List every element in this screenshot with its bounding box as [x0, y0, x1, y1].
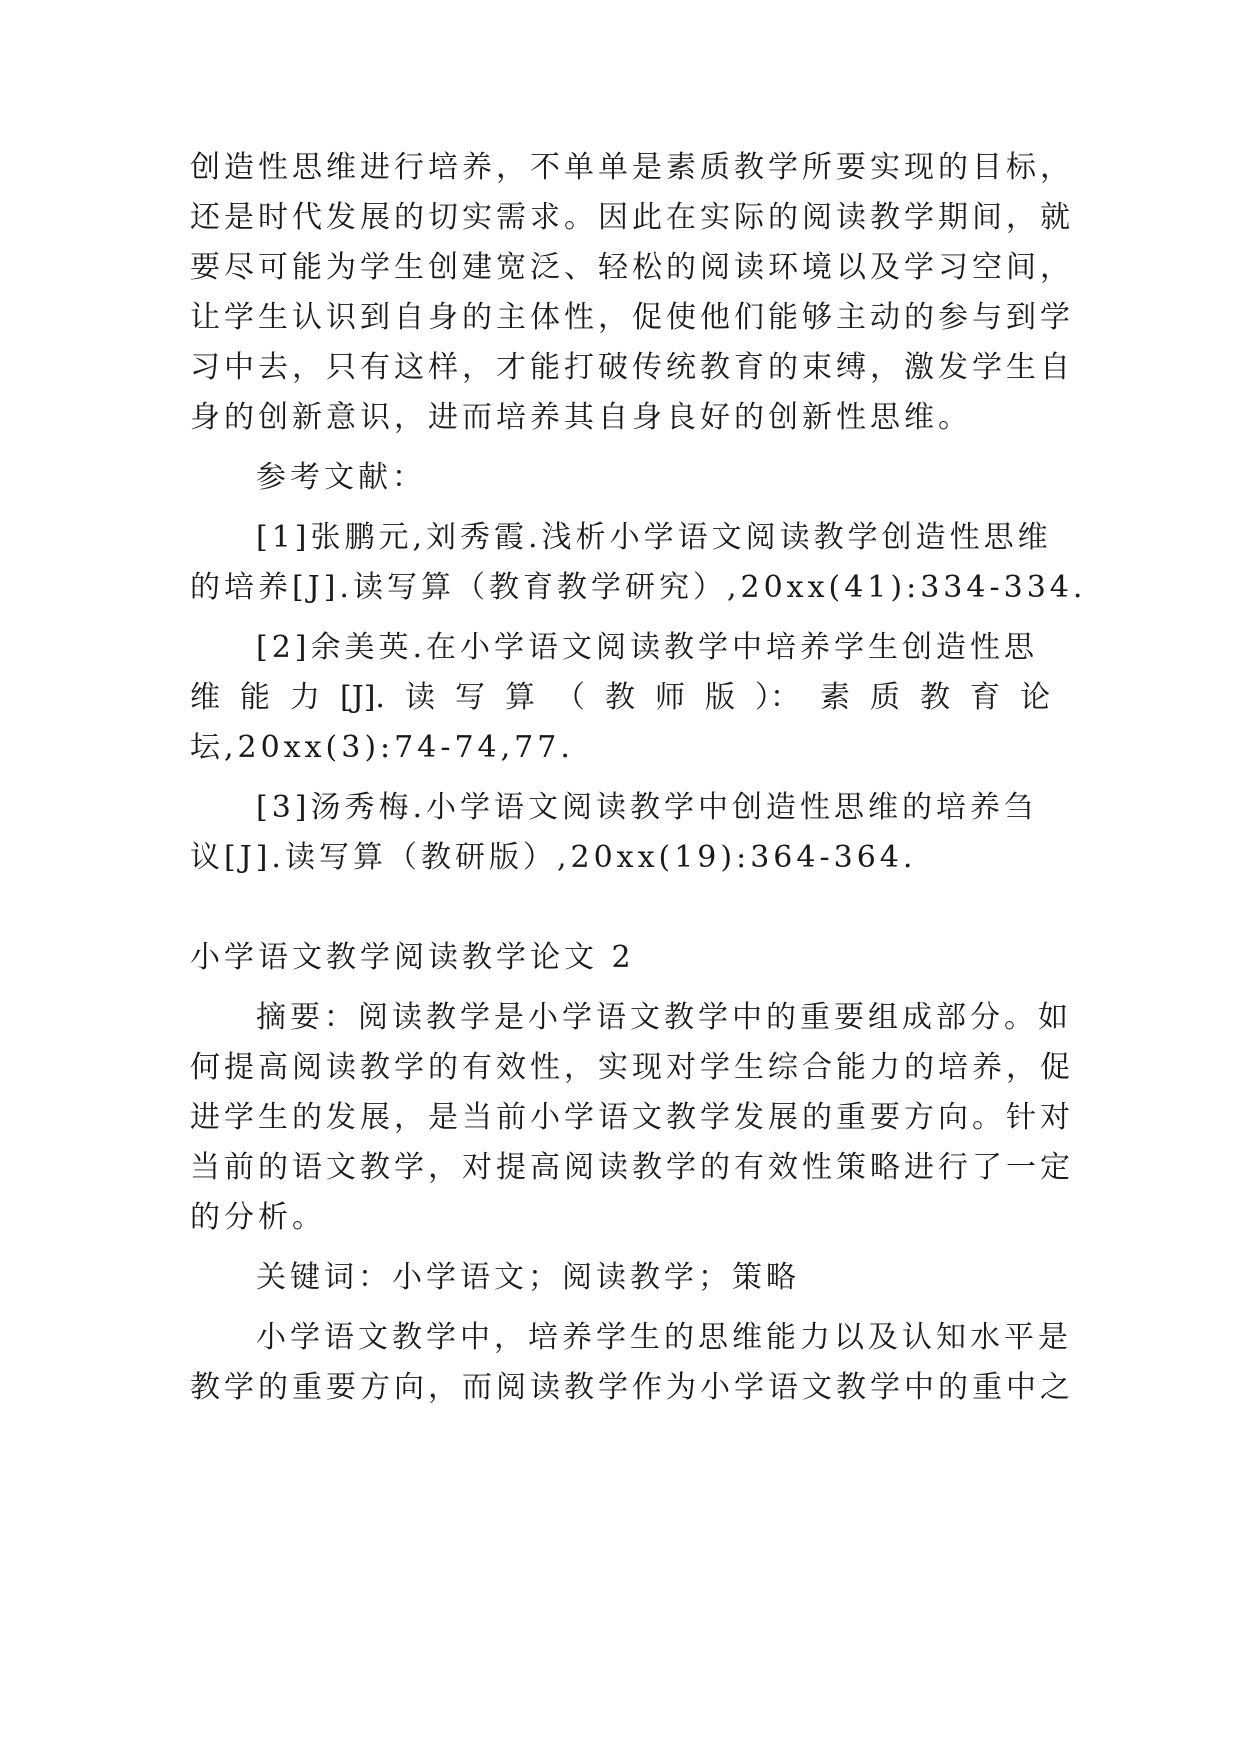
paragraph-line: 让学生认识到自身的主体性，促使他们能够主动的参与到学	[190, 300, 1074, 335]
spaced-char: ）：	[754, 680, 800, 715]
spaced-char: 读	[404, 680, 435, 715]
spaced-char: 教	[604, 680, 635, 715]
reference-2-line-2	[190, 678, 1050, 718]
spaced-char: 素	[819, 680, 850, 715]
spaced-char: （	[554, 680, 585, 715]
abstract-line: 的分析。	[190, 1200, 326, 1235]
body-line: 教学的重要方向，而阅读教学作为小学语文教学中的重中之	[190, 1370, 1074, 1405]
paragraph-line: 创造性思维进行培养，不单单是素质教学所要实现的目标，	[190, 150, 1074, 185]
reference-2-line-3: 坛,20xx(3):74-74,77.	[190, 730, 574, 765]
reference-3-line-1: [3]汤秀梅.小学语文阅读教学中创造性思维的培养刍	[256, 790, 1039, 825]
spaced-char: 算	[504, 680, 535, 715]
reference-1-line-1: [1]张鹏元,刘秀霞.浅析小学语文阅读教学创造性思维	[256, 520, 1052, 555]
spaced-char: 育	[969, 680, 1000, 715]
reference-3-line-2: 议[J].读写算（教研版）,20xx(19):364-364.	[190, 840, 917, 875]
reference-2-line-1: [2]余美英.在小学语文阅读教学中培养学生创造性思	[256, 630, 1039, 665]
abstract-line: 当前的语文教学，对提高阅读教学的有效性策略进行了一定	[190, 1150, 1074, 1185]
spaced-char: 能	[240, 680, 270, 715]
keywords-line: 关键词：小学语文；阅读教学；策略	[256, 1260, 800, 1295]
paragraph-line: 身的创新意识，进而培养其自身良好的创新性思维。	[190, 400, 972, 435]
spaced-char: 写	[454, 680, 485, 715]
spaced-char: 论	[1019, 680, 1050, 715]
abstract-line: 何提高阅读教学的有效性，实现对学生综合能力的培养，促	[190, 1050, 1074, 1085]
abstract-line: 摘要：阅读教学是小学语文教学中的重要组成部分。如	[256, 1000, 1072, 1035]
reference-1-line-2: 的培养[J].读写算（教育教学研究）,20xx(41):334-334.	[190, 570, 1087, 605]
body-line: 小学语文教学中，培养学生的思维能力以及认知水平是	[256, 1320, 1072, 1355]
spaced-char: 力	[290, 680, 320, 715]
spaced-char: 师	[654, 680, 685, 715]
spaced-char: [J].	[340, 680, 385, 715]
spaced-char: 教	[919, 680, 950, 715]
paragraph-line: 习中去，只有这样，才能打破传统教育的束缚，激发学生自	[190, 350, 1074, 385]
section-title: 小学语文教学阅读教学论文 2	[190, 940, 635, 975]
paragraph-line: 要尽可能为学生创建宽泛、轻松的阅读环境以及学习空间，	[190, 250, 1074, 285]
references-heading: 参考文献：	[256, 460, 426, 495]
spaced-char: 维	[190, 680, 220, 715]
paragraph-line: 还是时代发展的切实需求。因此在实际的阅读教学期间，就	[190, 200, 1074, 235]
spaced-char: 质	[869, 680, 900, 715]
abstract-line: 进学生的发展，是当前小学语文教学发展的重要方向。针对	[190, 1100, 1074, 1135]
spaced-char: 版	[704, 680, 735, 715]
